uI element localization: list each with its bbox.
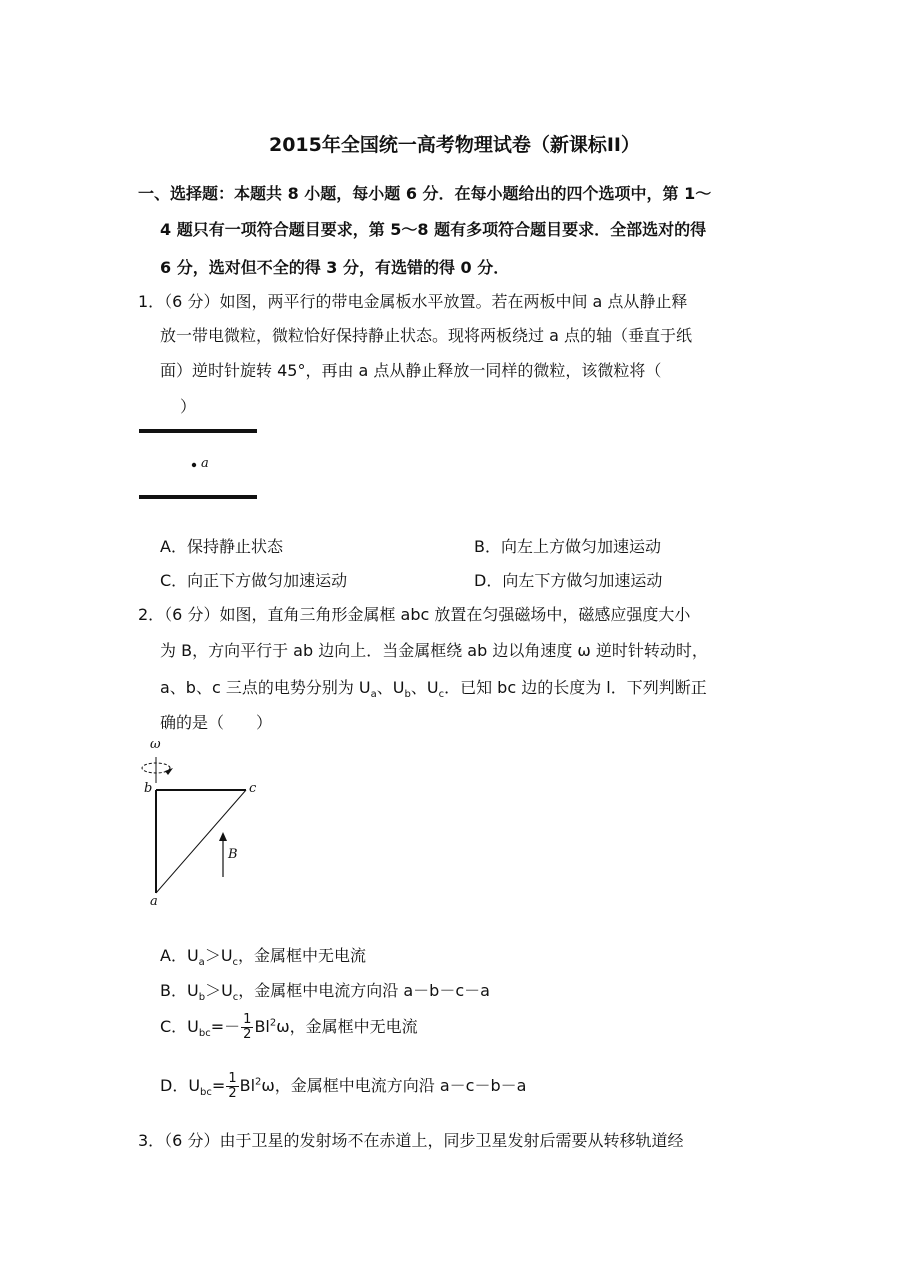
q2d-sup: 2 — [255, 1076, 262, 1088]
section-heading-line2: 4 题只有一项符合题目要求，第 5～8 题有多项符合题目要求．全部选对的得 — [160, 220, 707, 239]
q2-line3-part2: 、U — [376, 678, 405, 697]
q2-sub-c: c — [438, 689, 445, 701]
field-b-label: B — [228, 847, 238, 862]
q1-figure — [138, 425, 263, 505]
q2c-eq: =－ — [210, 1017, 241, 1036]
point-a-label: a — [201, 456, 209, 471]
q2c-fraction — [241, 1013, 253, 1042]
section-heading-line3: 6 分，选对但不全的得 3 分，有选错的得 0 分． — [160, 258, 510, 277]
q2d-fraction — [226, 1072, 238, 1101]
q1-text-line4: ） — [180, 397, 197, 416]
point-a-dot — [192, 463, 196, 467]
q2-line3-part3: 、U — [410, 678, 439, 697]
q2d-bl: Bl — [239, 1076, 256, 1095]
q2b-sub1: b — [198, 992, 206, 1004]
q2b-mid: ＞U — [205, 981, 233, 1000]
q1-text-line1: 1．（6 分）如图，两平行的带电金属板水平放置。若在两板中间 a 点从静止释 — [138, 292, 688, 311]
top-plate — [139, 429, 257, 433]
q2-triangle-diagram — [138, 735, 268, 915]
q2-figure — [138, 735, 268, 915]
q2d-denominator: 2 — [228, 1086, 237, 1101]
q2a-post: ，金属框中无电流 — [238, 946, 367, 965]
q2-option-c[interactable] — [160, 1013, 418, 1042]
rotation-arrowhead — [165, 768, 173, 775]
q2b-sub2: c — [232, 992, 239, 1004]
q2a-pre: A．U — [160, 946, 199, 965]
q1-text-line3: 面）逆时针旋转 45°，再由 a 点从静止释放一同样的微粒，该微粒将（ — [160, 361, 662, 380]
bottom-plate — [139, 495, 257, 499]
q2d-pre: D．U — [160, 1076, 201, 1095]
vertex-c-label: c — [249, 781, 257, 796]
edge-ac — [156, 790, 246, 893]
q1-text-line2: 放一带电微粒，微粒恰好保持静止状态。现将两板绕过 a 点的轴（垂直于纸 — [160, 326, 692, 345]
q2-option-d[interactable] — [160, 1072, 526, 1101]
q2b-post: ，金属框中电流方向沿 a－b－c－a — [238, 981, 490, 1000]
q2-text-line4: 确的是（ ） — [160, 713, 273, 732]
q2-text-line2: 为 B，方向平行于 ab 边向上．当金属框绕 ab 边以角速度 ω 逆时针转动时， — [160, 641, 708, 660]
q2c-pre: C．U — [160, 1017, 199, 1036]
q2c-sub1: bc — [198, 1028, 211, 1040]
q2-sub-b: b — [404, 689, 411, 701]
vertex-b-label: b — [144, 781, 153, 796]
q2c-numerator: 1 — [243, 1012, 252, 1027]
q2a-sub1: a — [198, 957, 205, 969]
q2-text-line1: 2．（6 分）如图，直角三角形金属框 abc 放置在匀强磁场中，磁感应强度大小 — [138, 605, 691, 624]
q2c-post: ω，金属框中无电流 — [276, 1017, 418, 1036]
q1-option-c[interactable]: C．向正下方做匀加速运动 — [160, 571, 348, 590]
q2-option-a[interactable] — [160, 943, 366, 968]
q1-option-d[interactable]: D．向左下方做匀加速运动 — [474, 571, 663, 590]
q2d-eq: = — [211, 1076, 226, 1095]
q3-text-line1: 3．（6 分）由于卫星的发射场不在赤道上，同步卫星发射后需要从转移轨道经 — [138, 1131, 684, 1150]
q1-option-b[interactable]: B．向左上方做匀加速运动 — [474, 537, 661, 556]
q2-line3-part4: ．已知 bc 边的长度为 l．下列判断正 — [444, 678, 707, 697]
q2d-sub1: bc — [200, 1087, 212, 1099]
omega-label: ω — [150, 737, 161, 752]
q2-line3-part1: a、b、c 三点的电势分别为 U — [160, 678, 371, 697]
q2c-denominator: 2 — [243, 1027, 252, 1042]
q2d-numerator: 1 — [228, 1071, 237, 1086]
q2c-bl: Bl — [254, 1017, 270, 1036]
q2a-mid: ＞U — [204, 946, 233, 965]
q2-sub-a: a — [370, 689, 377, 701]
q2-option-b[interactable] — [160, 978, 490, 1003]
q2c-sup: 2 — [269, 1017, 277, 1029]
page-title: 2015年全国统一高考物理试卷（新课标II） — [268, 134, 641, 156]
q1-option-a[interactable]: A．保持静止状态 — [160, 537, 283, 556]
q2-text-line3 — [160, 675, 707, 700]
b-field-arrowhead — [219, 832, 227, 841]
q2b-pre: B．U — [160, 981, 199, 1000]
q2d-post: ω，金属框中电流方向沿 a－c－b－a — [261, 1076, 527, 1095]
vertex-a-label: a — [150, 894, 158, 909]
q2a-sub2: c — [232, 957, 239, 969]
section-heading-line1: 一、选择题：本题共 8 小题，每小题 6 分．在每小题给出的四个选项中，第 1～ — [138, 184, 712, 203]
